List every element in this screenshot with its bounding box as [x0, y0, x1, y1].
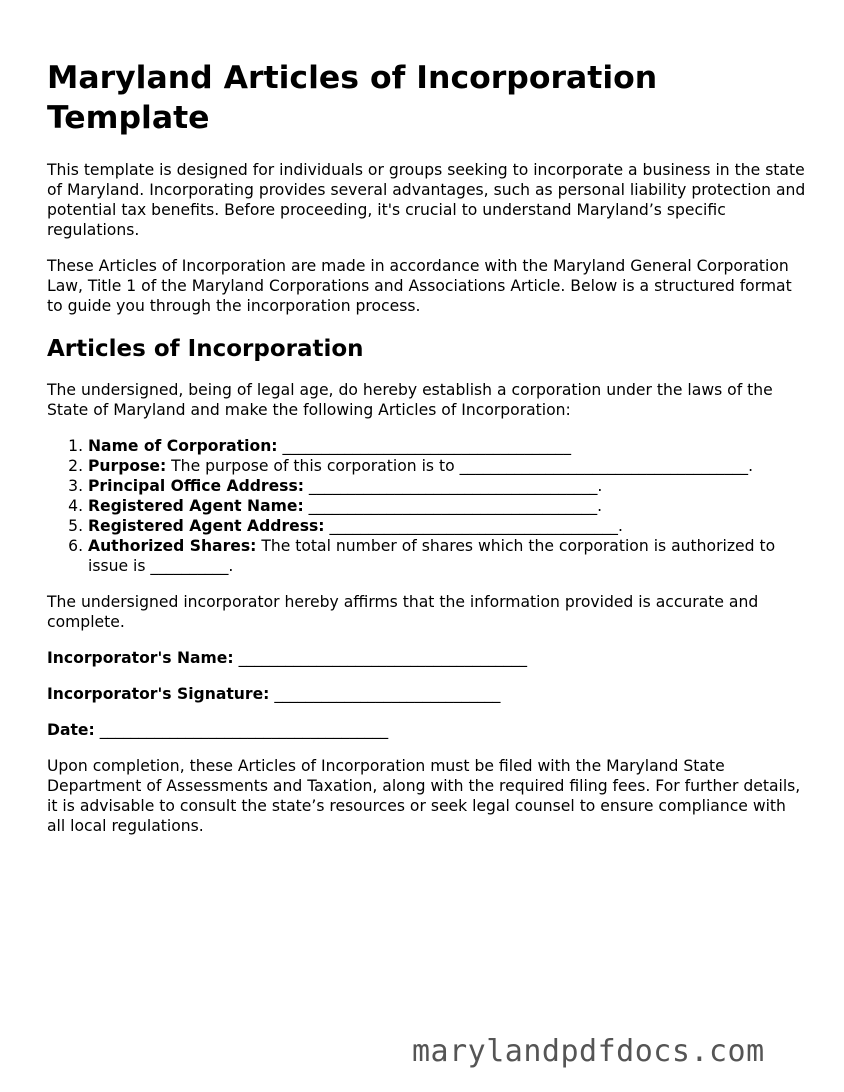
closing-paragraph: Upon completion, these Articles of Incorporation must be filed with the Maryland State Department of Assessments and Taxation, along with the required filing fees. For further details, it is advisable to consult the state’s resources or seek legal counsel to ensure compliance with all local regulations.	[47, 757, 801, 835]
field-label: Incorporator's Signature:	[47, 685, 270, 703]
document-page	[47, 58, 807, 852]
intro-paragraph-1: This template is designed for individuals or groups seeking to incorporate a business in the state of Maryland. Incorporating provides several advantages, such as personal liability protection and potential tax benefits. Before proceeding, it's crucial to understand Maryland’s specific regulations.	[47, 161, 806, 239]
article-label: Name of Corporation:	[88, 437, 278, 455]
article-text: _____________________________________.	[324, 517, 623, 535]
article-authorized-shares	[88, 536, 807, 576]
article-registered-agent-address	[88, 516, 807, 536]
article-text: The total number of shares which the corporation is authorized to issue is __________.	[88, 537, 776, 575]
article-purpose	[88, 456, 807, 476]
field-blank-line: _____________________________________	[233, 649, 528, 667]
document-title: Maryland Articles of Incorporation Template	[47, 60, 658, 136]
site-watermark: marylandpdfdocs.com	[412, 1034, 765, 1069]
article-name-of-corporation	[88, 436, 807, 456]
field-label: Date:	[47, 721, 95, 739]
article-text: _____________________________________.	[303, 497, 603, 515]
article-registered-agent-name	[88, 496, 807, 516]
article-text: _____________________________________	[277, 437, 571, 455]
article-label: Registered Agent Name:	[88, 497, 304, 515]
article-text: _____________________________________.	[303, 477, 603, 495]
article-label: Purpose:	[88, 457, 167, 475]
article-label: Authorized Shares:	[88, 537, 257, 555]
article-label: Principal Office Address:	[88, 477, 304, 495]
incorporator-signature-field	[47, 684, 807, 704]
field-blank-line: _____________________________	[269, 685, 501, 703]
preamble: The undersigned, being of legal age, do hereby establish a corporation under the laws of the State of Maryland and make the following Articles of Incorporation:	[47, 381, 773, 419]
affirmation: The undersigned incorporator hereby affirms that the information provided is accurate and complete.	[47, 593, 759, 631]
field-label: Incorporator's Name:	[47, 649, 234, 667]
intro-paragraph-2: These Articles of Incorporation are made in accordance with the Maryland General Corporation Law, Title 1 of the Maryland Corporations and Associations Article. Below is a structured format to guide you through the incorporation process.	[47, 257, 792, 315]
article-text: The purpose of this corporation is to _____________________________________.	[166, 457, 754, 475]
incorporator-name-field	[47, 648, 807, 668]
field-blank-line: _____________________________________	[94, 721, 389, 739]
articles-list	[47, 436, 807, 576]
article-principal-office-address	[88, 476, 807, 496]
date-field	[47, 720, 807, 740]
article-label: Registered Agent Address:	[88, 517, 325, 535]
section-heading: Articles of Incorporation	[47, 336, 364, 362]
